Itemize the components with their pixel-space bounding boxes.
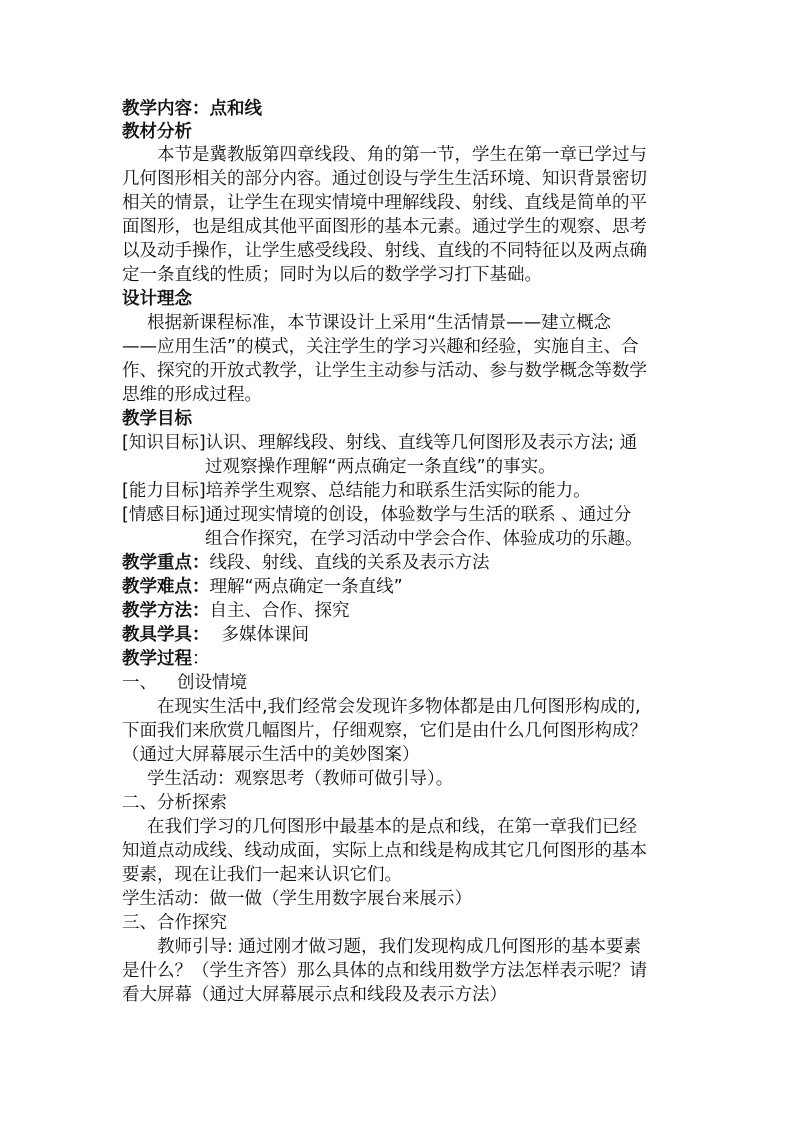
difficulty-label: 教学难点 bbox=[122, 577, 192, 597]
tools-row bbox=[122, 624, 309, 647]
step-3-number: 三、 bbox=[122, 913, 157, 933]
goal-ability-text: 培养学生观察、总结能力和联系生活实际的能力。 bbox=[205, 481, 591, 501]
process-title-row bbox=[122, 648, 210, 671]
section-title-teaching-goals: 教学目标 bbox=[122, 409, 192, 429]
methods-label: 教学方法 bbox=[122, 601, 192, 621]
step-2-number: 二、 bbox=[122, 793, 157, 813]
paragraph-line: ——应用生活”的模式，关注学生的学习兴趣和经验，实施自主、合 bbox=[122, 337, 639, 357]
tools-value: 多媒体课间 bbox=[221, 625, 309, 645]
goal-emotion-continued: 组合作探究，在学习活动中学会合作、体验成功的乐趣。 bbox=[205, 529, 643, 549]
section-title-design-concept: 设计理念 bbox=[122, 289, 192, 309]
paragraph-line: 知道点动成线、线动成面，实际上点和线是构成其它几何图形的基本 bbox=[122, 841, 647, 861]
goal-ability bbox=[122, 480, 591, 503]
tools-sep: ： bbox=[192, 625, 210, 645]
paragraph-line: 面图形，也是组成其他平面图形的基本元素。通过学生的观察、思考 bbox=[122, 217, 647, 237]
paragraph-line: 是什么？（学生齐答）那么具体的点和线用数学方法怎样表示呢？请 bbox=[122, 961, 647, 981]
methods-value: 自主、合作、探究 bbox=[209, 601, 350, 621]
step-3-heading bbox=[122, 912, 227, 935]
page-heading: 教学内容：点和线 bbox=[122, 99, 262, 119]
key-point-label: 教学重点 bbox=[122, 553, 192, 573]
step-1-title: 创设情境 bbox=[177, 673, 247, 693]
goal-emotion-text: 通过现实情境的创设，体验数学与生活的联系 、通过分 bbox=[205, 505, 632, 525]
paragraph-line: 要素，现在让我们一起来认识它们。 bbox=[122, 865, 402, 885]
key-point-sep: ： bbox=[192, 553, 210, 573]
paragraph-line: 在我们学习的几何图形中最基本的是点和线，在第一章我们已经 bbox=[147, 817, 637, 837]
methods-sep: ： bbox=[192, 601, 210, 621]
step-3-title: 合作探究 bbox=[157, 913, 227, 933]
paragraph-line: 几何图形相关的部分内容。通过创设与学生生活环境、知识背景密切 bbox=[122, 169, 647, 189]
paragraph-line: 根据新课程标准，本节课设计上采用“生活情景——建立概念 bbox=[147, 313, 612, 333]
methods-row bbox=[122, 600, 350, 623]
tools-label: 教具学具 bbox=[122, 625, 192, 645]
paragraph-line: 相关的情景，让学生在现实情境中理解线段、射线、直线是简单的平 bbox=[122, 193, 647, 213]
key-point-row bbox=[122, 552, 490, 575]
student-activity-line: 学生活动：做一做（学生用数字展台来展示） bbox=[122, 889, 472, 909]
paragraph-line: 定一条直线的性质；同时为以后的数学学习打下基础。 bbox=[122, 265, 542, 285]
paragraph-line: 在现实生活中,我们经常会发现许多物体都是由几何图形构成的, bbox=[157, 697, 641, 717]
goal-ability-label: [能力目标] bbox=[122, 481, 206, 501]
goal-knowledge-continued: 过观察操作理解“两点确定一条直线”的事实。 bbox=[205, 457, 556, 477]
difficulty-sep: ： bbox=[192, 577, 210, 597]
paragraph-line: 以及动手操作，让学生感受线段、射线、直线的不同特征以及两点确 bbox=[122, 241, 647, 261]
paragraph-line: 看大屏幕（通过大屏幕展示点和线段及表示方法） bbox=[122, 985, 507, 1005]
process-colon: ： bbox=[192, 649, 210, 669]
step-1-number: 一、 bbox=[122, 673, 157, 693]
key-point-value: 线段、射线、直线的关系及表示方法 bbox=[209, 553, 490, 573]
step-2-title: 分析探索 bbox=[157, 793, 227, 813]
paragraph-line: （通过大屏幕展示生活中的美妙图案） bbox=[122, 745, 420, 765]
goal-knowledge-text: 认识、理解线段、射线、直线等几何图形及表示方法; 通 bbox=[205, 433, 638, 453]
process-title: 教学过程 bbox=[122, 649, 192, 669]
paragraph-line: 本节是冀教版第四章线段、角的第一节，学生在第一章已学过与 bbox=[157, 145, 647, 165]
goal-emotion bbox=[122, 504, 631, 527]
paragraph-line: 作、探究的开放式教学，让学生主动参与活动、参与数学概念等数学 bbox=[122, 361, 647, 381]
step-2-heading bbox=[122, 792, 227, 815]
difficulty-row bbox=[122, 576, 403, 599]
goal-emotion-label: [情感目标] bbox=[122, 505, 206, 525]
paragraph-line: 教师引导: 通过刚才做习题，我们发现构成几何图形的基本要素 bbox=[157, 937, 641, 957]
goal-knowledge bbox=[122, 432, 637, 455]
goal-knowledge-label: [知识目标] bbox=[122, 433, 206, 453]
difficulty-value: 理解“两点确定一条直线” bbox=[209, 577, 403, 597]
section-title-textbook-analysis: 教材分析 bbox=[122, 122, 192, 142]
step-1-heading bbox=[122, 672, 247, 695]
paragraph-line: 思维的形成过程。 bbox=[122, 385, 262, 405]
student-activity-line: 学生活动：观察思考（教师可做引导）。 bbox=[147, 769, 454, 789]
paragraph-line: 下面我们来欣赏几幅图片，仔细观察，它们是由什么几何图形构成？ bbox=[122, 721, 647, 741]
